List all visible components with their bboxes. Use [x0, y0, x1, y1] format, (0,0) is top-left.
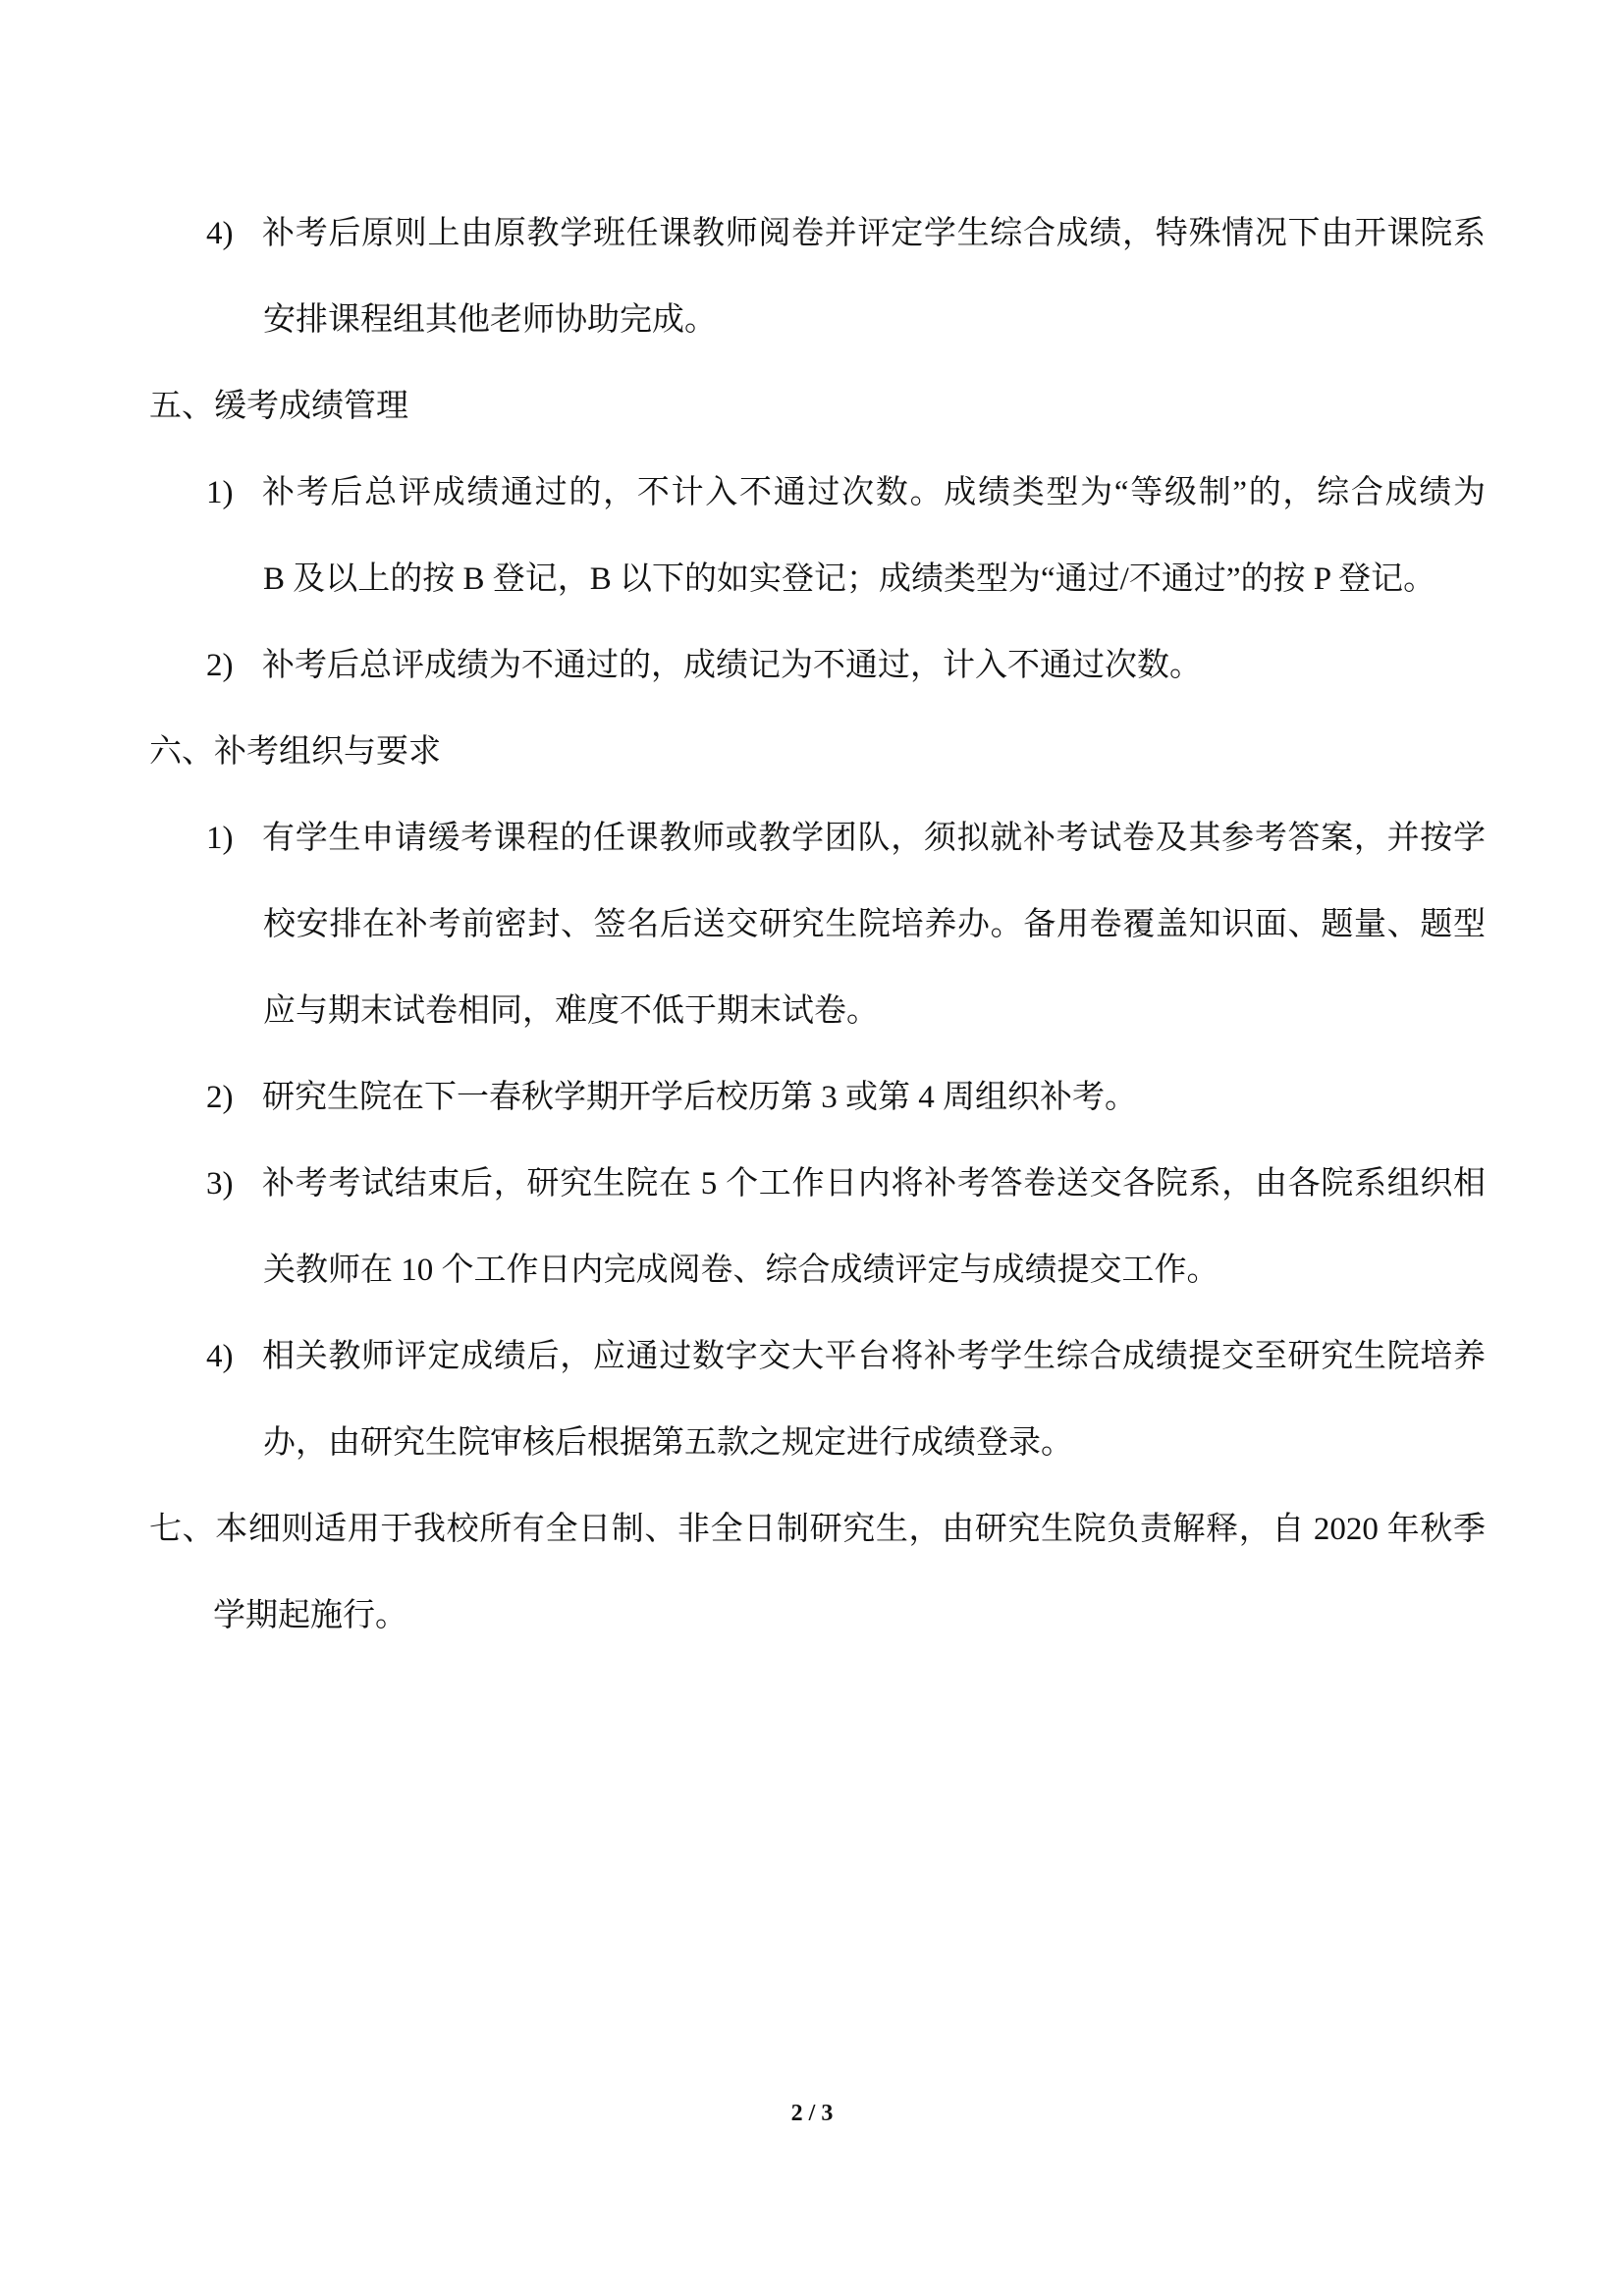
section-text: 学期起施行。: [213, 1598, 407, 1633]
list-item: [0, 1141, 1624, 1227]
item-text: 安排课程组其他老师协助完成。: [263, 302, 717, 338]
list-item-continuation: [0, 1400, 1624, 1486]
list-item: [0, 190, 1624, 277]
list-item-continuation: [0, 277, 1624, 363]
list-item: [0, 450, 1624, 536]
item-text: 研究生院在下一春秋学期开学后校历第 3 或第 4 周组织补考。: [262, 1080, 1137, 1115]
list-item: [0, 1054, 1624, 1141]
item-number: 1): [206, 821, 234, 856]
item-text: 相关教师评定成绩后，应通过数字交大平台将补考学生综合成绩提交至研究生院培养: [262, 1339, 1486, 1374]
section-heading: [0, 363, 1624, 450]
item-number: 4): [206, 216, 234, 251]
item-text: 有学生申请缓考课程的任课教师或教学团队，须拟就补考试卷及其参考答案，并按学: [262, 821, 1486, 856]
list-item: [0, 795, 1624, 881]
item-text: 应与期末试卷相同，难度不低于期末试卷。: [263, 993, 879, 1029]
item-text: 补考考试结束后，研究生院在 5 个工作日内将补考答卷送交各院系，由各院系组织相: [262, 1166, 1486, 1201]
section-heading-text: 七、本细则适用于我校所有全日制、非全日制研究生，由研究生院负责解释，自 2020 年秋季: [149, 1512, 1487, 1547]
item-number: 4): [206, 1339, 234, 1374]
item-text: 校安排在补考前密封、签名后送交研究生院培养办。备用卷覆盖知识面、题量、题型: [263, 907, 1486, 942]
item-number: 3): [206, 1166, 234, 1201]
list-item: [0, 1313, 1624, 1400]
item-text: 补考后总评成绩为不通过的，成绩记为不通过，计入不通过次数。: [262, 648, 1202, 683]
item-number: 1): [206, 475, 234, 510]
item-number: 2): [206, 648, 234, 683]
page-number: 2 / 3: [790, 2101, 834, 2126]
item-number: 2): [206, 1080, 234, 1115]
item-text: 补考后总评成绩通过的，不计入不通过次数。成绩类型为“等级制”的，综合成绩为: [262, 475, 1486, 510]
section-heading: [0, 709, 1624, 795]
section-heading-text: 五、缓考成绩管理: [149, 389, 408, 424]
list-item-continuation: [0, 1227, 1624, 1313]
list-item-continuation: [0, 881, 1624, 968]
item-text: 办，由研究生院审核后根据第五款之规定进行成绩登录。: [263, 1425, 1073, 1461]
list-item-continuation: [0, 968, 1624, 1054]
item-text: 补考后原则上由原教学班任课教师阅卷并评定学生综合成绩，特殊情况下由开课院系: [262, 216, 1486, 251]
document-body: [0, 190, 1624, 1659]
item-text: B 及以上的按 B 登记，B 以下的如实登记；成绩类型为“通过/不通过”的按 P 登记。: [263, 561, 1436, 597]
section-continuation: [0, 1573, 1624, 1659]
list-item-continuation: [0, 536, 1624, 622]
section-heading-text: 六、补考组织与要求: [149, 734, 441, 770]
list-item: [0, 622, 1624, 709]
section-heading: [0, 1486, 1624, 1573]
item-text: 关教师在 10 个工作日内完成阅卷、综合成绩评定与成绩提交工作。: [263, 1253, 1219, 1288]
